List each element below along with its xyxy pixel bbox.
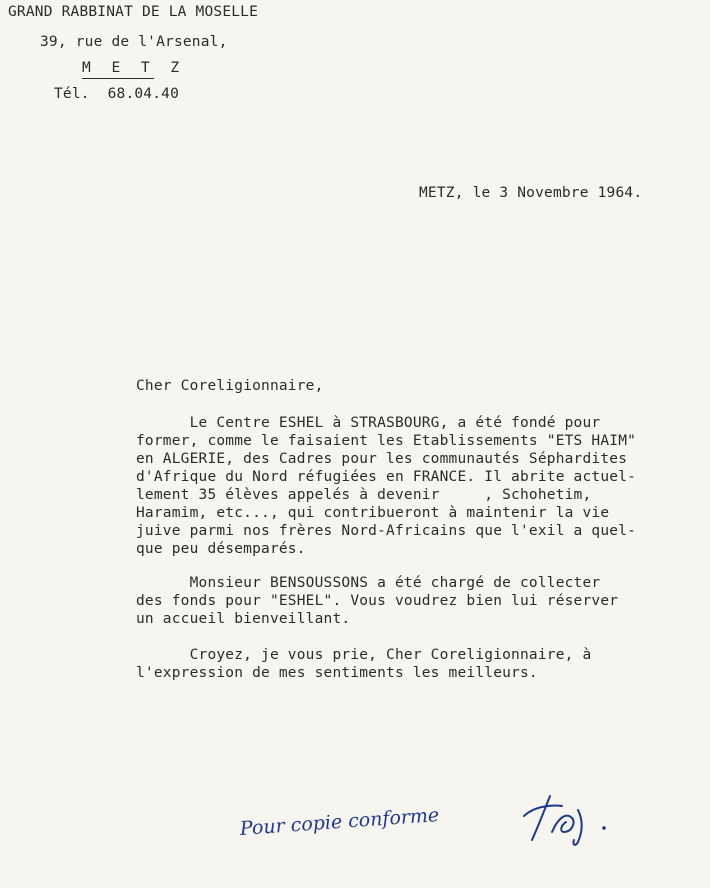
- paragraph-1-line: lement 35 élèves appelés à devenir , Schohetim,: [136, 487, 592, 503]
- paragraph-1-line: Haramim, etc..., qui contribueront à maintenir la vie: [136, 505, 610, 521]
- paragraph-3-line: l'expression de mes sentiments les meilleurs.: [136, 665, 538, 681]
- date-line: METZ, le 3 Novembre 1964.: [419, 185, 643, 201]
- letterhead-city: M E T Z: [82, 60, 186, 76]
- letterhead-phone: Tél. 68.04.40: [54, 86, 180, 102]
- city-underline: [82, 78, 154, 79]
- signature-mark: [518, 788, 614, 860]
- paragraph-3-line: Croyez, je vous prie, Cher Coreligionnaire, à: [136, 647, 592, 663]
- paragraph-1-line: former, comme le faisaient les Etablissements "ETS HAIM": [136, 433, 637, 449]
- paragraph-1-line: d'Afrique du Nord réfugiées en FRANCE. Il abrite actuel-: [136, 469, 637, 485]
- paragraph-1-line: que peu désemparés.: [136, 541, 306, 557]
- paragraph-2-line: des fonds pour "ESHEL". Vous voudrez bien lui réserver: [136, 593, 619, 609]
- letterhead-org: GRAND RABBINAT DE LA MOSELLE: [8, 4, 259, 20]
- paragraph-1-line: juive parmi nos frères Nord-Africains que l'exil a quel-: [136, 523, 637, 539]
- salutation: Cher Coreligionnaire,: [136, 378, 324, 394]
- letterhead-street: 39, rue de l'Arsenal,: [40, 34, 228, 50]
- paragraph-1-line: Le Centre ESHEL à STRASBOURG, a été fondé pour: [136, 415, 601, 431]
- handwritten-note: Pour copie conforme: [239, 804, 440, 840]
- paragraph-2-line: un accueil bienveillant.: [136, 611, 351, 627]
- paragraph-1-line: en ALGERIE, des Cadres pour les communautés Séphardites: [136, 451, 628, 467]
- paragraph-2-line: Monsieur BENSOUSSONS a été chargé de collecter: [136, 575, 601, 591]
